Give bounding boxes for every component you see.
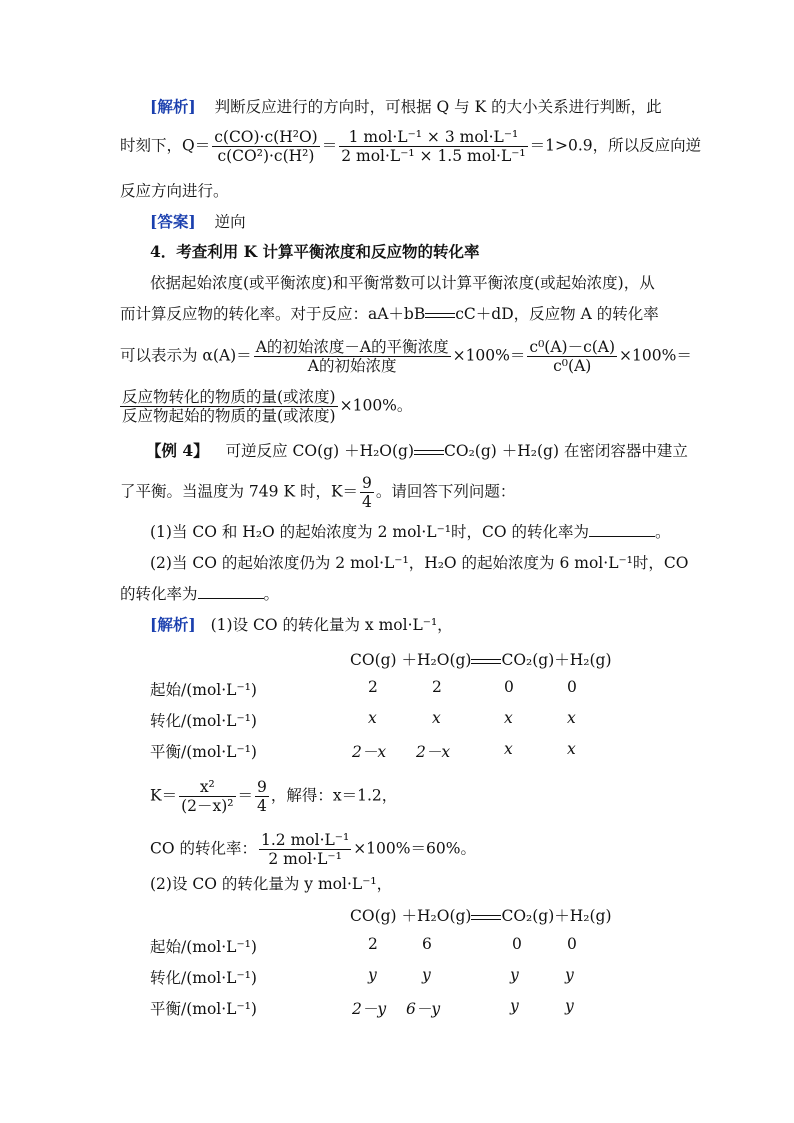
analysis-line-2: 时刻下，Q＝ $\frac{\text{c(CO)·c(H²O)}}{\text{c(CO²)·c(H²)}}$ ＝ $\frac{\text{1 mol·L⁻¹ × 3 mol·L⁻¹}}{\text{2 mol·L⁻¹ × 1.5 mol·L⁻¹}}$ ＝1>0.9，所以反应向逆 [120,128,702,165]
q-suffix: ＝1>0.9，所以反应向逆 [529,136,702,155]
table1-cell: 2－x [416,743,451,761]
analysis-tag: [解析] [150,97,196,116]
analysis2-intro [150,615,453,635]
fraction-den: 反应物起始的物质的量(或浓度) [122,407,336,425]
k-equation [150,778,397,815]
analysis-line-3: 反应方向进行。 [120,182,229,200]
table1-cell: x [567,709,576,727]
equation-right: CO₂(g)＋H₂(g) [501,651,612,669]
section-heading: 4．考查利用 K 计算平衡浓度和反应物的转化率 [150,242,480,261]
fraction-conversion-words [254,338,451,375]
table1-cell: x [432,709,441,727]
table2-cell: y [565,997,574,1015]
fraction-den: 2 mol·L⁻¹ [268,850,342,868]
fraction-k-value [255,778,269,815]
p3-mid: ×100%＝ [452,346,526,365]
p3-prefix: 可以表示为 α(A)＝ [120,346,252,365]
answer-blank [198,584,264,599]
table1-row-change: 转化/(mol·L⁻¹) [150,712,257,730]
question-2-line-1: (2)当 CO 的起始浓度仍为 2 mol·L⁻¹，H₂O 的起始浓度为 6 mol·L⁻¹时，CO [150,554,689,572]
conversion-result [150,831,476,868]
table1-cell: x [504,740,513,758]
table1-cell: 2 [368,678,378,696]
answer-text: 逆向 [214,213,246,231]
fraction-num: 9 [257,778,267,796]
fraction-den: c(CO²)·c(H²) [217,147,315,165]
question-1-end: 。 [654,523,671,541]
question-2-line-2 [120,584,279,604]
analysis2-intro-2: (2)设 CO 的转化量为 y mol·L⁻¹， [150,875,393,893]
fraction-den: 4 [257,797,267,815]
table2-row-equilibrium: 平衡/(mol·L⁻¹) [150,1000,257,1018]
table2-cell: y [510,997,519,1015]
example-line2-suffix: 。请回答下列问题： [375,482,516,501]
reversible-arrow-icon [471,913,501,921]
fraction-num: c(CO)·c(H²O) [214,128,318,146]
k-prefix: K＝ [150,786,178,805]
table2-row-change: 转化/(mol·L⁻¹) [150,969,257,987]
table1-cell: 2 [432,678,442,696]
fraction-num: A的初始浓度－A的平衡浓度 [255,338,449,356]
fraction-den: 2 mol·L⁻¹ × 1.5 mol·L⁻¹ [341,147,526,165]
section-p3 [120,338,692,375]
analysis-line-1 [150,97,662,117]
fraction-conversion [259,831,351,868]
analysis-tag: [解析] [150,615,196,634]
fraction-num: 1.2 mol·L⁻¹ [261,831,350,849]
reversible-arrow-icon [414,448,444,456]
question-2-end: 。 [263,585,280,603]
equation-2 [350,904,612,926]
table1-cell: 0 [567,678,577,696]
p2-prefix: 而计算反应物的转化率。对于反应：aA＋bB [120,305,426,323]
table1-cell: x [567,740,576,758]
example-line1-suffix: CO₂(g) ＋H₂(g) 在密闭容器中建立 [444,442,688,460]
table1-cell: x [504,709,513,727]
fraction-num: x² [179,778,235,797]
equation-left: CO(g) ＋H₂O(g) [350,907,472,925]
fraction-num: 1 mol·L⁻¹ × 3 mol·L⁻¹ [339,128,527,147]
analysis2-intro-text: (1)设 CO 的转化量为 x mol·L⁻¹， [210,616,453,634]
fraction-den: A的初始浓度 [307,357,397,375]
answer-line [150,212,246,232]
k-suffix: ，解得：x＝1.2， [270,786,398,805]
fraction-den: (2－x)² [181,797,234,815]
conversion-prefix: CO 的转化率： [150,839,257,858]
table2-cell: 0 [567,935,577,953]
fraction-q [212,128,319,165]
section-p4 [120,388,412,425]
table1-row-start: 起始/(mol·L⁻¹) [150,681,257,699]
fraction-num: 9 [362,474,372,492]
conversion-suffix: ×100%＝60%。 [353,839,476,858]
fraction-conversion-amount [120,388,338,425]
example-line2-prefix: 了平衡。当温度为 749 K 时，K＝ [120,482,359,501]
section-p1: 依据起始浓度(或平衡浓度)和平衡常数可以计算平衡浓度(或起始浓度)，从 [150,274,655,292]
question-1 [150,522,671,542]
table1-row-equilibrium: 平衡/(mol·L⁻¹) [150,743,257,761]
table2-row-start: 起始/(mol·L⁻¹) [150,938,257,956]
equation-right: CO₂(g)＋H₂(g) [501,907,612,925]
analysis-text: 判断反应进行的方向时，可根据 Q 与 K 的大小关系进行判断，此 [214,98,662,116]
table2-cell: y [422,966,431,984]
table1-cell: x [368,709,377,727]
table2-cell: 2－y [352,1000,387,1018]
table2-cell: 2 [368,935,378,953]
p4-suffix: ×100%。 [339,396,413,415]
fraction-k [360,474,374,511]
table1-cell: 0 [504,678,514,696]
example-line-1 [146,441,688,461]
example-line1-prefix: 可逆反应 CO(g) ＋H₂O(g) [225,442,415,460]
fraction-den: 4 [362,493,372,511]
section-p2 [120,304,659,324]
example-line-2 [120,474,515,511]
p2-suffix: cC＋dD，反应物 A 的转化率 [455,305,659,323]
fraction-k-x [179,778,235,815]
example-tag: 【例 4】 [146,441,209,460]
k-mid: ＝ [237,786,254,805]
fraction-values [339,128,527,165]
equation-1 [350,648,612,670]
question-1-text: (1)当 CO 和 H₂O 的起始浓度为 2 mol·L⁻¹时，CO 的转化率为 [150,523,589,541]
answer-tag: [答案] [150,212,196,231]
reversible-arrow-icon [471,657,501,665]
table2-cell: 6 [422,935,432,953]
fraction-den: c⁰(A) [553,357,592,375]
question-2-text: 的转化率为 [120,585,198,603]
table2-cell: y [368,966,377,984]
answer-blank [589,522,655,537]
q-prefix: 时刻下，Q＝ [120,136,211,155]
equation-left: CO(g) ＋H₂O(g) [350,651,472,669]
fraction-conversion-symbols [527,338,617,375]
table1-cell: 2－x [352,743,387,761]
table2-cell: y [510,966,519,984]
fraction-num: 反应物转化的物质的量(或浓度) [122,388,336,406]
fraction-num: c⁰(A)－c(A) [529,338,616,356]
reversible-arrow-icon [425,311,455,319]
table2-cell: 6－y [406,1000,441,1018]
p3-suffix: ×100%＝ [619,346,692,365]
table2-cell: y [565,966,574,984]
table2-cell: 0 [512,935,522,953]
